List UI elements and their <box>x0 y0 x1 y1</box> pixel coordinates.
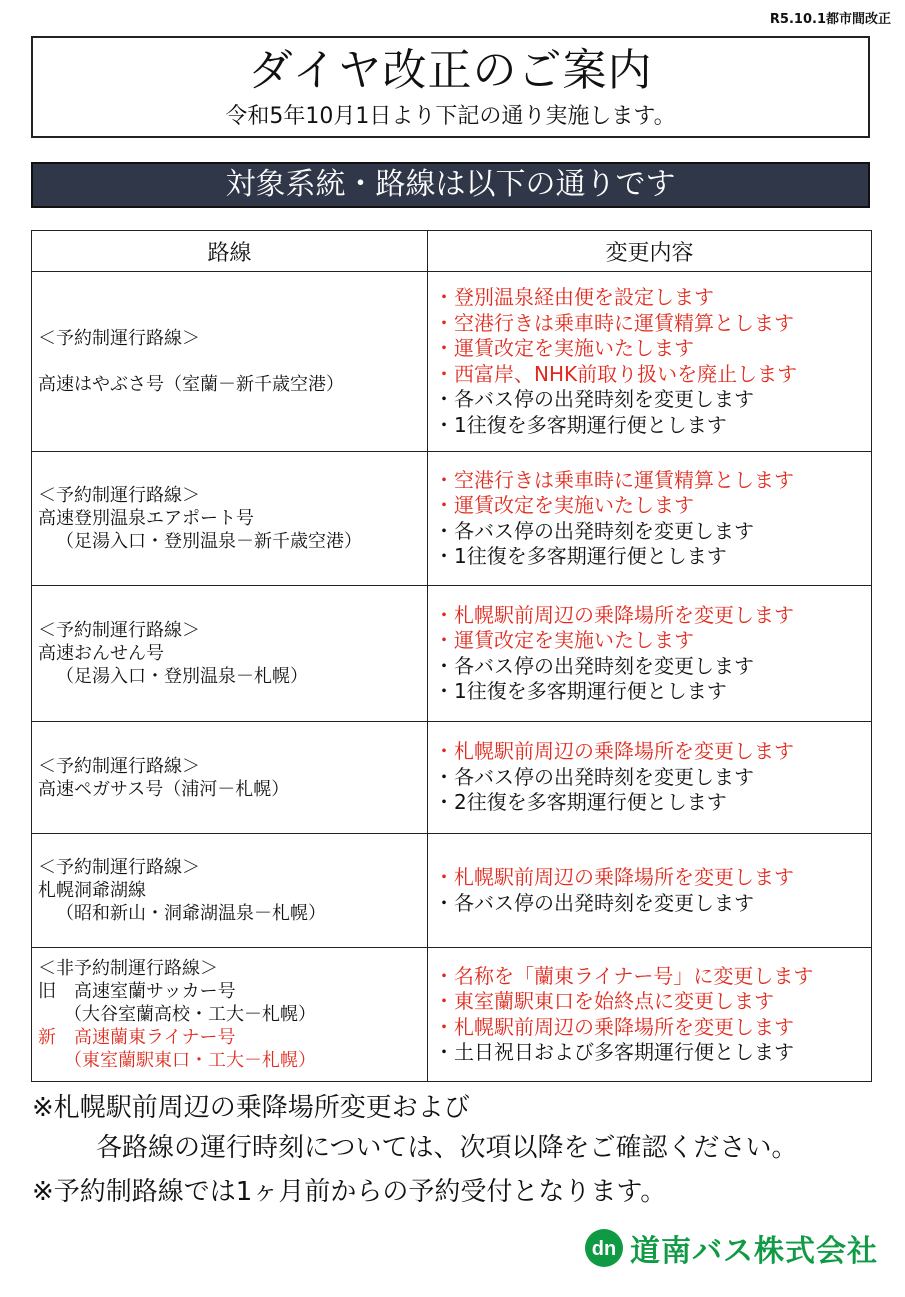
table-row <box>32 272 872 452</box>
change-item: ・2往復を多客期運行便とします <box>434 790 727 815</box>
revision-code: R5.10.1都市間改正 <box>769 12 891 27</box>
route-line: ＜非予約制運行路線＞ <box>38 958 218 979</box>
company-logo-mark <box>584 1228 624 1268</box>
route-line: （昭和新山・洞爺湖温泉－札幌） <box>56 903 326 924</box>
change-item: ・札幌駅前周辺の乗降場所を変更します <box>434 602 794 627</box>
table-row <box>32 722 872 834</box>
company-name: 道南バス株式会社 <box>630 1234 878 1269</box>
route-line: 札幌洞爺湖線 <box>38 880 146 901</box>
title-box <box>31 36 870 138</box>
route-line: （足湯入口・登別温泉－新千歳空港） <box>56 531 362 552</box>
table-row <box>32 834 872 948</box>
route-cell <box>32 722 428 834</box>
note-line-3: ※予約制路線では1ヶ月前からの予約受付となります。 <box>32 1177 667 1207</box>
change-item: ・札幌駅前周辺の乗降場所を変更します <box>434 739 794 764</box>
changes-cell <box>428 452 872 586</box>
route-line: ＜予約制運行路線＞ <box>38 485 200 506</box>
change-item: ・各バス停の出発時刻を変更します <box>434 387 754 411</box>
route-line: 旧 高速室蘭サッカー号 <box>38 981 236 1002</box>
table-header-row <box>32 231 872 272</box>
change-item: ・登別温泉経由便を設定します <box>434 285 714 309</box>
change-item: ・運賃改定を実施いたします <box>434 493 694 517</box>
logo-mark-text: dn <box>591 1238 617 1260</box>
changes-cell <box>428 834 872 948</box>
route-line: ＜予約制運行路線＞ <box>38 328 200 349</box>
change-item: ・運賃改定を実施いたします <box>434 628 694 652</box>
company-logo <box>584 1226 878 1270</box>
change-item: ・土日祝日および多客期運行便とします <box>434 1040 794 1064</box>
changes-cell <box>428 272 872 452</box>
change-item: ・各バス停の出発時刻を変更します <box>434 890 754 915</box>
route-cell <box>32 272 428 452</box>
routes-table-body <box>32 272 872 1082</box>
route-line: 高速ペガサス号（浦河－札幌） <box>38 778 290 800</box>
route-line: 高速おんせん号 <box>38 643 164 664</box>
route-line: （東室蘭駅東口・工大－札幌） <box>64 1050 316 1071</box>
changes-cell <box>428 948 872 1082</box>
route-line: ＜予約制運行路線＞ <box>38 755 200 777</box>
change-item: ・1往復を多客期運行便とします <box>434 679 727 703</box>
table-row <box>32 948 872 1082</box>
route-line: ＜予約制運行路線＞ <box>38 620 200 641</box>
routes-table <box>31 230 872 1082</box>
route-line: 高速登別温泉エアポート号 <box>38 508 254 529</box>
change-item: ・運賃改定を実施いたします <box>434 336 694 360</box>
changes-cell <box>428 722 872 834</box>
notes <box>32 1088 797 1212</box>
change-item: ・空港行きは乗車時に運賃精算とします <box>434 467 794 492</box>
change-item: ・東室蘭駅東口を始終点に変更します <box>434 989 774 1013</box>
change-item: ・1往復を多客期運行便とします <box>434 412 727 437</box>
change-item: ・各バス停の出発時刻を変更します <box>434 653 754 678</box>
change-item: ・1往復を多客期運行便とします <box>434 544 727 568</box>
table-row <box>32 586 872 722</box>
change-item: ・名称を「蘭東ライナー号」に変更します <box>434 963 814 988</box>
change-item: ・空港行きは乗車時に運賃精算とします <box>434 310 794 335</box>
section-banner: 対象系統・路線は以下の通りです <box>31 162 870 208</box>
route-line: 高速はやぶさ号（室蘭－新千歳空港） <box>38 374 344 395</box>
route-line: ＜予約制運行路線＞ <box>38 857 200 878</box>
change-item: ・西富岸、NHK前取り扱いを廃止します <box>434 361 798 386</box>
note-line-2: 各路線の運行時刻については、次項以降をご確認ください。 <box>96 1133 798 1163</box>
changes-cell <box>428 586 872 722</box>
route-line: 新 高速蘭東ライナー号 <box>38 1027 236 1048</box>
page-title: ダイヤ改正のご案内 <box>248 45 653 96</box>
change-item: ・各バス停の出発時刻を変更します <box>434 764 754 789</box>
route-line: （大谷室蘭高校・工大－札幌） <box>64 1004 316 1025</box>
route-line <box>38 350 427 373</box>
change-item: ・札幌駅前周辺の乗降場所を変更します <box>434 865 794 889</box>
route-line: （足湯入口・登別温泉－札幌） <box>56 666 308 687</box>
route-cell <box>32 834 428 948</box>
route-column-header: 路線 <box>32 231 428 272</box>
route-cell <box>32 452 428 586</box>
note-line-1: ※札幌駅前周辺の乗降場所変更および <box>32 1093 470 1123</box>
changes-column-header: 変更内容 <box>428 231 872 272</box>
page-subtitle: 令和5年10月1日より下記の通り実施します。 <box>225 104 676 129</box>
change-item: ・各バス停の出発時刻を変更します <box>434 518 754 543</box>
table-row <box>32 452 872 586</box>
change-item: ・札幌駅前周辺の乗降場所を変更します <box>434 1014 794 1039</box>
route-cell <box>32 948 428 1082</box>
route-cell <box>32 586 428 722</box>
